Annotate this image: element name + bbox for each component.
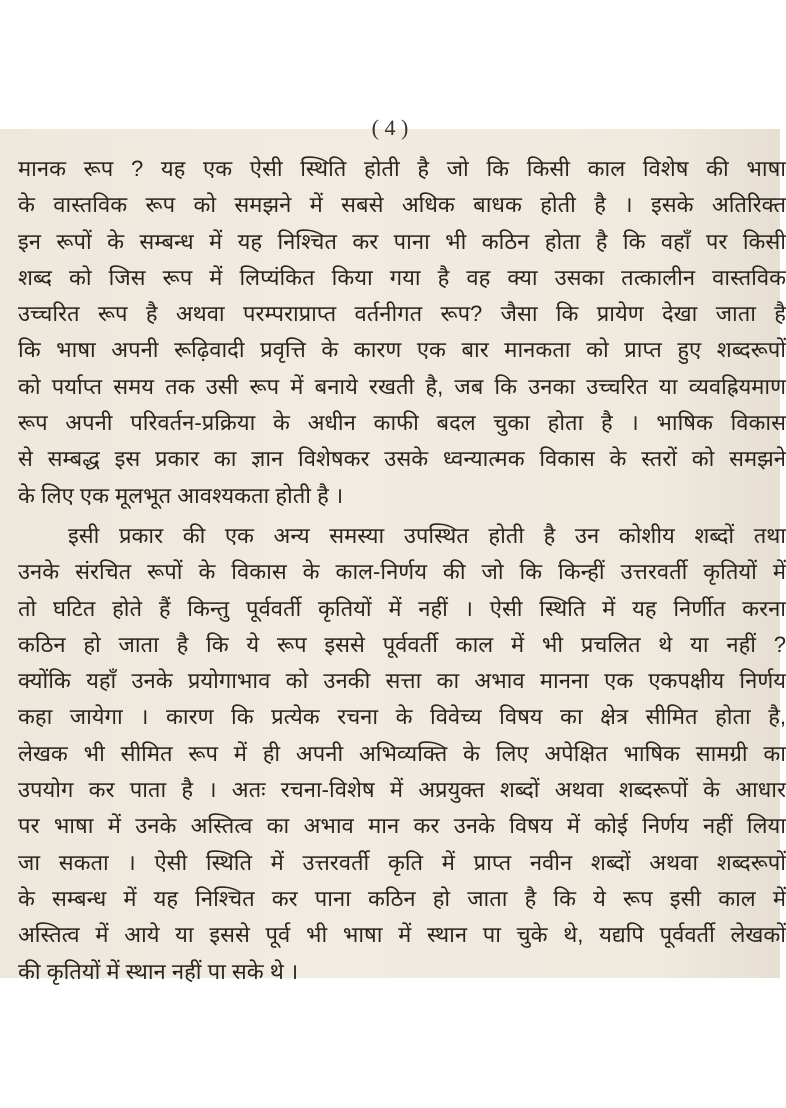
text-line: शब्द को जिस रूप में लिप्यंकित किया गया है वह क्या उसका तत्कालीन वास्तविक [18, 264, 786, 290]
text-line: कि भाषा अपनी रूढ़िवादी प्रवृत्ति के कारण एक बार मानकता को प्राप्त हुए शब्दरूपों [18, 337, 786, 363]
page-number: ( 4 ) [371, 115, 409, 140]
text-line: उनके संरचित रूपों के विकास के काल-निर्णय की जो कि किन्हीं उत्तरवर्ती कृतियों में [18, 559, 786, 585]
text-line: रूप अपनी परिवर्तन-प्रक्रिया के अधीन काफी बदल चुका होता है । भाषिक विकास [18, 410, 786, 436]
text-line: के वास्तविक रूप को समझने में सबसे अधिक बाधक होती है । इसके अतिरिक्त [18, 192, 786, 218]
text-line: क्योंकि यहाँ उनके प्रयोगाभाव को उनकी सत्ता का अभाव मानना एक एकपक्षीय निर्णय [18, 668, 786, 694]
text-line: कठिन हो जाता है कि ये रूप इससे पूर्ववर्ती काल में भी प्रचलित थे या नहीं ? [18, 631, 786, 657]
text-line: कहा जायेगा । कारण कि प्रत्येक रचना के विवेच्य विषय का क्षेत्र सीमित होता है, [18, 704, 786, 730]
text-line: अस्तित्व में आये या इससे पूर्व भी भाषा में स्थान पा चुके थे, यद्यपि पूर्ववर्ती लेखकों [18, 922, 786, 948]
scanned-page [0, 115, 786, 984]
text-line: तो घटित होते हैं किन्तु पूर्ववर्ती कृतियों में नहीं । ऐसी स्थिति में यह निर्णीत करना [18, 595, 786, 621]
paragraph-2 [18, 518, 786, 990]
text-line: पर भाषा में उनके अस्तित्व का अभाव मान कर उनके विषय में कोई निर्णय नहीं लिया [18, 813, 786, 839]
text-line: इसी प्रकार की एक अन्य समस्या उपस्थित होती है उन कोशीय शब्दों तथा [68, 522, 786, 548]
text-line: इन रूपों के सम्बन्ध में यह निश्चित कर पाना भी कठिन होता है कि वहाँ पर किसी [18, 228, 786, 254]
paragraph-1 [18, 151, 786, 514]
text-line: मानक रूप ? यह एक ऐसी स्थिति होती है जो कि किसी काल विशेष की भाषा [18, 156, 786, 181]
text-line: को पर्याप्त समय तक उसी रूप में बनाये रखती है, जब कि उनका उच्चरित या व्यवह्रियमाण [18, 373, 786, 399]
text-line: उच्चरित रूप है अथवा परम्पराप्राप्त वर्तनीगत रूप? जैसा कि प्रायेण देखा जाता है [18, 301, 786, 327]
body-text [18, 151, 786, 990]
text-line: के सम्बन्ध में यह निश्चित कर पाना कठिन हो जाता है कि ये रूप इसी काल में [18, 885, 786, 911]
text-line: से सम्बद्ध इस प्रकार का ज्ञान विशेषकर उसके ध्वन्यात्मक विकास के स्तरों को समझने [18, 446, 786, 472]
text-line: जा सकता । ऐसी स्थिति में उत्तरवर्ती कृति में प्राप्त नवीन शब्दों अथवा शब्दरूपों [18, 849, 786, 875]
text-line: के लिए एक मूलभूत आवश्यकता होती है । [18, 482, 344, 508]
text-line: की कृतियों में स्थान नहीं पा सके थे । [18, 958, 299, 984]
text-line: लेखक भी सीमित रूप में ही अपनी अभिव्यक्ति के लिए अपेक्षित भाषिक सामग्री का [18, 740, 786, 766]
text-line: उपयोग कर पाता है । अतः रचना-विशेष में अप्रयुक्त शब्दों अथवा शब्दरूपों के आधार [18, 777, 786, 803]
